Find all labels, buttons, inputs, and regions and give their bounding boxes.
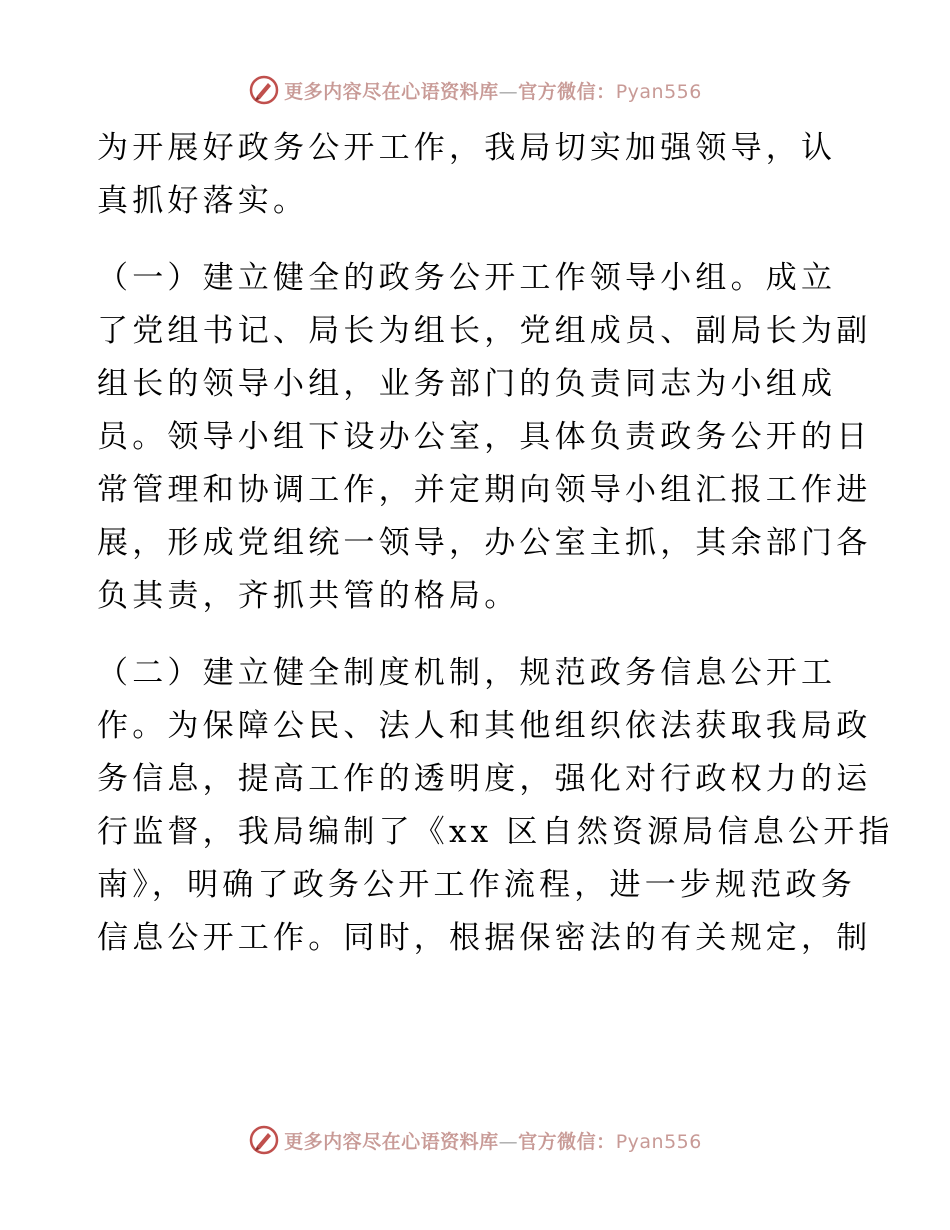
watermark-text [284, 1127, 702, 1154]
text-line: 负其责，齐抓共管的格局。 [97, 578, 520, 614]
text-line: 作。为保障公民、法人和其他组织依法获取我局政 [97, 708, 872, 744]
pen-logo-icon [248, 1124, 280, 1156]
text-line: 信息公开工作。同时，根据保密法的有关规定，制 [97, 920, 872, 956]
watermark-brand: 更多内容尽在心语资料库 [284, 1130, 499, 1153]
text-line: 行监督，我局编制了《xx 区自然资源局信息公开指 [97, 814, 894, 850]
text-line: 务信息，提高工作的透明度，强化对行政权力的运 [97, 761, 872, 797]
watermark-separator: — [498, 80, 519, 103]
text-line: 员。领导小组下设办公室，具体负责政务公开的日 [97, 419, 872, 455]
watermark-account: Pyan556 [615, 1130, 702, 1153]
text-line: 组长的领导小组，业务部门的负责同志为小组成 [97, 366, 837, 402]
text-line: （一）建立健全的政务公开工作领导小组。成立 [97, 260, 837, 296]
text-line: 了党组书记、局长为组长，党组成员、副局长为副 [97, 313, 872, 349]
text-line: （二）建立健全制度机制，规范政务信息公开工 [97, 655, 837, 691]
watermark-header [0, 72, 950, 108]
text-line: 为开展好政务公开工作，我局切实加强领导，认 [97, 130, 837, 166]
pen-logo-icon [248, 74, 280, 106]
watermark-account: Pyan556 [615, 80, 702, 103]
watermark-footer [0, 1122, 950, 1158]
paragraph-section-two [97, 647, 894, 965]
watermark-separator: — [498, 1130, 519, 1153]
paragraph-section-one [97, 252, 872, 623]
watermark-text [284, 77, 702, 104]
text-line: 南》，明确了政务公开工作流程，进一步规范政务 [97, 867, 856, 903]
watermark-label: 官方微信： [518, 80, 616, 103]
text-line: 展，形成党组统一领导，办公室主抓，其余部门各 [97, 525, 872, 561]
paragraph-intro [97, 122, 857, 228]
document-body [97, 122, 894, 965]
watermark-label: 官方微信： [518, 1130, 616, 1153]
text-line: 真抓好落实。 [97, 183, 309, 219]
watermark-brand: 更多内容尽在心语资料库 [284, 80, 499, 103]
text-line: 常管理和协调工作，并定期向领导小组汇报工作进 [97, 472, 872, 508]
